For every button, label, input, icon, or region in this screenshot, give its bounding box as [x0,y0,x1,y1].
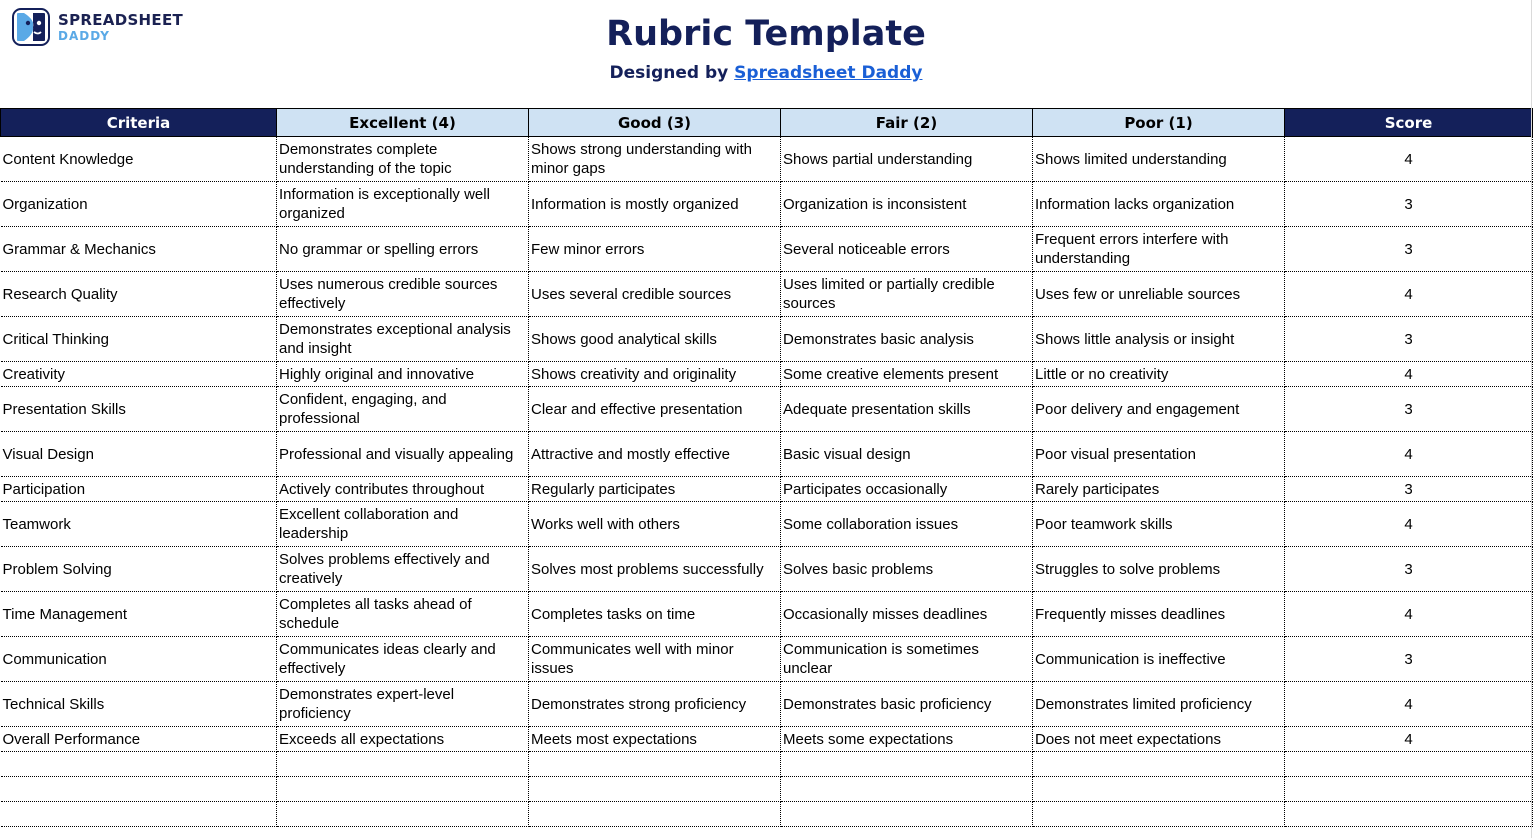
empty-cell[interactable] [781,752,1033,777]
cell-excellent[interactable]: Demonstrates complete understanding of the topic [277,137,529,182]
cell-score[interactable]: 4 [1285,682,1533,727]
cell-good[interactable]: Meets most expectations [529,727,781,752]
cell-good[interactable]: Shows creativity and originality [529,362,781,387]
cell-good[interactable]: Works well with others [529,502,781,547]
cell-score[interactable]: 3 [1285,317,1533,362]
cell-excellent[interactable]: Actively contributes throughout [277,477,529,502]
empty-cell[interactable] [277,752,529,777]
cell-score[interactable]: 4 [1285,502,1533,547]
cell-excellent[interactable]: Confident, engaging, and professional [277,387,529,432]
page-title: Rubric Template [606,14,926,54]
cell-fair[interactable]: Demonstrates basic proficiency [781,682,1033,727]
table-row [1,727,1533,752]
cell-poor[interactable]: Shows limited understanding [1033,137,1285,182]
empty-cell[interactable] [277,777,529,802]
cell-score[interactable]: 3 [1285,387,1533,432]
cell-good[interactable]: Solves most problems successfully [529,547,781,592]
cell-fair[interactable]: Demonstrates basic analysis [781,317,1033,362]
empty-cell[interactable] [277,802,529,827]
cell-criteria[interactable]: Participation [1,477,277,502]
table-row [1,227,1533,272]
cell-poor[interactable]: Does not meet expectations [1033,727,1285,752]
empty-row [1,802,1533,827]
cell-fair[interactable]: Participates occasionally [781,477,1033,502]
cell-criteria[interactable]: Research Quality [1,272,277,317]
cell-poor[interactable]: Uses few or unreliable sources [1033,272,1285,317]
table-row [1,502,1533,547]
cell-criteria[interactable]: Problem Solving [1,547,277,592]
header-poor[interactable]: Poor (1) [1033,109,1285,137]
empty-cell[interactable] [1,752,277,777]
cell-fair[interactable]: Basic visual design [781,432,1033,477]
page-header [0,0,1536,108]
cell-fair[interactable]: Communication is sometimes unclear [781,637,1033,682]
cell-excellent[interactable]: Completes all tasks ahead of schedule [277,592,529,637]
cell-excellent[interactable]: Demonstrates expert-level proficiency [277,682,529,727]
cell-score[interactable]: 3 [1285,227,1533,272]
cell-criteria[interactable]: Communication [1,637,277,682]
cell-poor[interactable]: Rarely participates [1033,477,1285,502]
cell-poor[interactable]: Little or no creativity [1033,362,1285,387]
cell-criteria[interactable]: Presentation Skills [1,387,277,432]
cell-criteria[interactable]: Critical Thinking [1,317,277,362]
empty-cell[interactable] [781,802,1033,827]
empty-row [1,752,1533,777]
table-row [1,592,1533,637]
cell-score[interactable]: 3 [1285,182,1533,227]
cell-criteria[interactable]: Content Knowledge [1,137,277,182]
cell-good[interactable]: Uses several credible sources [529,272,781,317]
cell-excellent[interactable]: Excellent collaboration and leadership [277,502,529,547]
cell-fair[interactable]: Adequate presentation skills [781,387,1033,432]
cell-good[interactable]: Shows strong understanding with minor gaps [529,137,781,182]
cell-poor[interactable]: Information lacks organization [1033,182,1285,227]
cell-poor[interactable]: Frequently misses deadlines [1033,592,1285,637]
rubric-body [1,137,1533,827]
header-excellent[interactable]: Excellent (4) [277,109,529,137]
cell-criteria[interactable]: Creativity [1,362,277,387]
header-criteria[interactable]: Criteria [1,109,277,137]
cell-good[interactable]: Clear and effective presentation [529,387,781,432]
cell-poor[interactable]: Frequent errors interfere with understanding [1033,227,1285,272]
cell-score[interactable]: 4 [1285,592,1533,637]
cell-excellent[interactable]: Exceeds all expectations [277,727,529,752]
logo-wordmark-top: SPREADSHEET [58,10,184,29]
cell-excellent[interactable]: Highly original and innovative [277,362,529,387]
table-row [1,432,1533,477]
cell-good[interactable]: Shows good analytical skills [529,317,781,362]
cell-fair[interactable]: Shows partial understanding [781,137,1033,182]
cell-excellent[interactable]: Information is exceptionally well organized [277,182,529,227]
cell-criteria[interactable]: Technical Skills [1,682,277,727]
cell-poor[interactable]: Struggles to solve problems [1033,547,1285,592]
table-row [1,637,1533,682]
cell-score[interactable]: 4 [1285,727,1533,752]
cell-score[interactable]: 4 [1285,272,1533,317]
spreadsheet-daddy-link[interactable]: Spreadsheet Daddy [734,63,923,83]
cell-excellent[interactable]: Demonstrates exceptional analysis and insight [277,317,529,362]
empty-cell[interactable] [781,777,1033,802]
cell-poor[interactable]: Demonstrates limited proficiency [1033,682,1285,727]
cell-good[interactable]: Communicates well with minor issues [529,637,781,682]
cell-poor[interactable]: Poor teamwork skills [1033,502,1285,547]
header-row [1,109,1533,137]
cell-good[interactable]: Completes tasks on time [529,592,781,637]
table-row [1,682,1533,727]
cell-excellent[interactable]: No grammar or spelling errors [277,227,529,272]
cell-excellent[interactable]: Solves problems effectively and creatively [277,547,529,592]
rubric-table [0,108,1533,827]
cell-score[interactable]: 4 [1285,137,1533,182]
empty-cell[interactable] [1285,802,1533,827]
cell-poor[interactable]: Poor visual presentation [1033,432,1285,477]
table-row [1,387,1533,432]
cell-poor[interactable]: Communication is ineffective [1033,637,1285,682]
cell-fair[interactable]: Organization is inconsistent [781,182,1033,227]
empty-cell[interactable] [1033,777,1285,802]
empty-cell[interactable] [529,777,781,802]
cell-poor[interactable]: Poor delivery and engagement [1033,387,1285,432]
cell-score[interactable]: 3 [1285,547,1533,592]
empty-cell[interactable] [529,752,781,777]
cell-excellent[interactable]: Communicates ideas clearly and effectively [277,637,529,682]
empty-cell[interactable] [1285,777,1533,802]
cell-criteria[interactable]: Organization [1,182,277,227]
table-row [1,137,1533,182]
cell-poor[interactable]: Shows little analysis or insight [1033,317,1285,362]
cell-good[interactable]: Regularly participates [529,477,781,502]
empty-cell[interactable] [1033,802,1285,827]
table-row [1,272,1533,317]
cell-criteria[interactable]: Visual Design [1,432,277,477]
cell-criteria[interactable]: Teamwork [1,502,277,547]
empty-cell[interactable] [1,802,277,827]
table-row [1,362,1533,387]
page-subtitle [0,63,1532,83]
logo-wordmark-bottom: DADDY [58,28,110,43]
cell-excellent[interactable]: Uses numerous credible sources effectively [277,272,529,317]
cell-good[interactable]: Demonstrates strong proficiency [529,682,781,727]
cell-criteria[interactable]: Time Management [1,592,277,637]
cell-score[interactable]: 3 [1285,637,1533,682]
empty-row [1,777,1533,802]
table-row [1,477,1533,502]
sheet-edge [1531,0,1532,838]
cell-fair[interactable]: Some collaboration issues [781,502,1033,547]
empty-cell[interactable] [529,802,781,827]
cell-score[interactable]: 4 [1285,432,1533,477]
header-good[interactable]: Good (3) [529,109,781,137]
cell-fair[interactable]: Meets some expectations [781,727,1033,752]
cell-good[interactable]: Attractive and mostly effective [529,432,781,477]
cell-fair[interactable]: Several noticeable errors [781,227,1033,272]
subtitle-prefix: Designed by [609,63,735,83]
cell-criteria[interactable]: Overall Performance [1,727,277,752]
cell-fair[interactable]: Occasionally misses deadlines [781,592,1033,637]
header-fair[interactable]: Fair (2) [781,109,1033,137]
cell-fair[interactable]: Solves basic problems [781,547,1033,592]
cell-criteria[interactable]: Grammar & Mechanics [1,227,277,272]
cell-score[interactable]: 3 [1285,477,1533,502]
empty-cell[interactable] [1033,752,1285,777]
table-row [1,547,1533,592]
table-row [1,317,1533,362]
cell-score[interactable]: 4 [1285,362,1533,387]
table-row [1,182,1533,227]
cell-fair[interactable]: Uses limited or partially credible sources [781,272,1033,317]
cell-good[interactable]: Few minor errors [529,227,781,272]
empty-cell[interactable] [1,777,277,802]
cell-good[interactable]: Information is mostly organized [529,182,781,227]
cell-excellent[interactable]: Professional and visually appealing [277,432,529,477]
rubric-grid [0,108,1532,827]
header-score[interactable]: Score [1285,109,1533,137]
empty-cell[interactable] [1285,752,1533,777]
cell-fair[interactable]: Some creative elements present [781,362,1033,387]
